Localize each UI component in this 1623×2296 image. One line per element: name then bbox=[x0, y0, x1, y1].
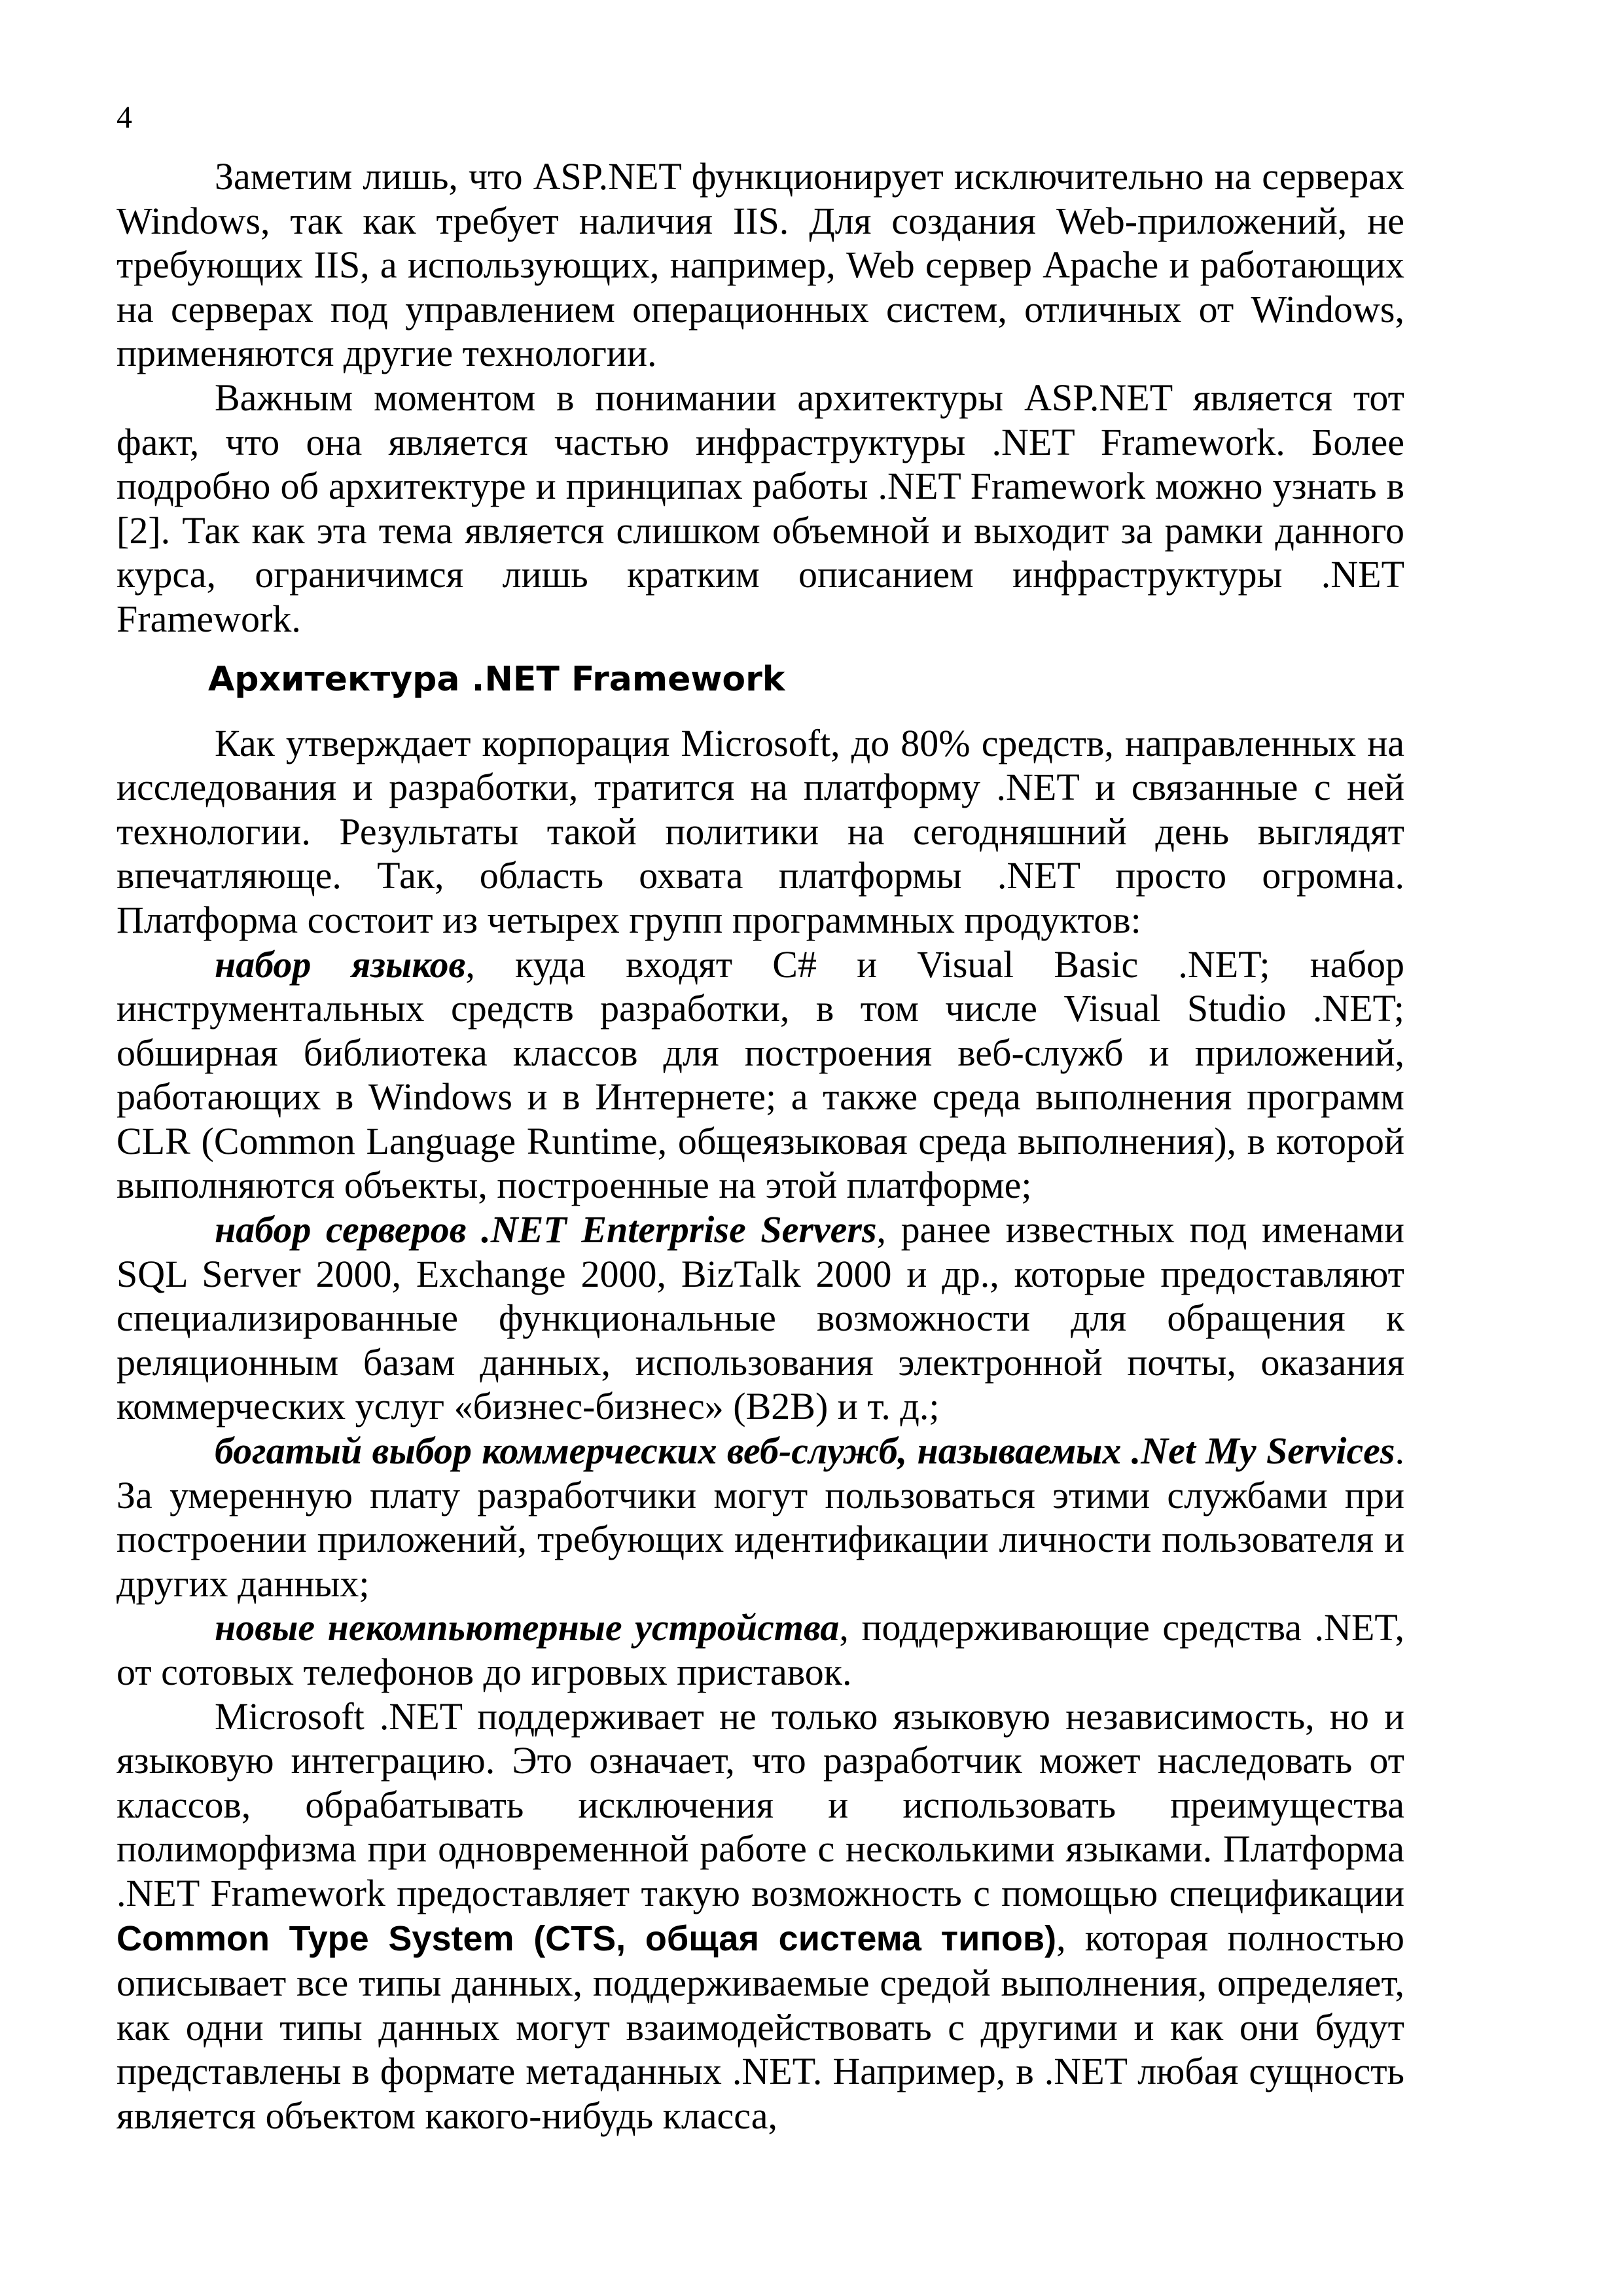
text-languages-set: , куда входят C# и Visual Basic .NET; набор инструментальных средств разработки, в том числе Visual Studio .NET; обширная библиотека классов для построения веб-служб и приложений, работающих в Windows и в Интернете; а также среда выполнения программ CLR (Common Language Runtime, общеязыковая среда выполнения), в которой выполняются объекты, построенные на этой платформе; bbox=[116, 942, 1404, 1207]
paragraph-enterprise-servers bbox=[116, 1208, 1404, 1429]
text-devices: , поддерживающие средства .NET, от сотовых телефонов до игровых приставок. bbox=[116, 1606, 1404, 1693]
paragraph-asp-net-architecture: Важным моментом в понимании архитектуры ASP.NET является тот факт, что она является частью инфраструктуры .NET Framework. Более подробно об архитектуре и принципах работы .NET Framework можно узнать в [2]. Так как эта тема является слишком объемной и выходит за рамки данного курса, ограничимся лишь кратким описанием инфраструктуры .NET Framework. bbox=[116, 376, 1404, 640]
paragraph-microsoft-investment: Как утверждает корпорация Microsoft, до 80% средств, направленных на исследования и разработки, тратится на платформу .NET и связанные с ней технологии. Результаты такой политики на сегодняшний день выглядят впечатляюще. Так, область охвата платформы .NET просто огромна. Платформа состоит из четырех групп программных продуктов: bbox=[116, 721, 1404, 941]
section-heading: Архитектура .NET Framework bbox=[208, 659, 785, 699]
text-language-integration-rest: , которая полностью описывает все типы данных, поддерживаемые средой выполнения, определяет, как одни типы данных могут взаимодействовать с другими и как они будут представлены в формате метаданных .NET. Например, в .NET любая сущность является объектом какого-нибудь класса, bbox=[116, 1916, 1404, 2137]
paragraph-languages-set bbox=[116, 942, 1404, 1208]
text-my-services: . За умеренную плату разработчики могут пользоваться этими службами при построении приложений, требующих идентификации личности пользователя и других данных; bbox=[116, 1429, 1404, 1605]
paragraph-asp-net-windows: Заметим лишь, что ASP.NET функционирует исключительно на серверах Windows, так как требует наличия IIS. Для создания Web-приложений, не требующих IIS, а использующих, например, Web сервер Apache и работающих на серверах под управлением операционных систем, отличных от Windows, применяются другие технологии. bbox=[116, 155, 1404, 375]
term-my-services: богатый выбор коммерческих веб-служб, называемых .Net My Services bbox=[215, 1429, 1395, 1473]
paragraph-my-services bbox=[116, 1429, 1404, 1605]
body-text bbox=[116, 154, 1404, 2138]
page-number: 4 bbox=[116, 100, 132, 135]
term-languages-set: набор языков bbox=[215, 942, 466, 986]
term-common-type-system: Common Type System (CTS, общая система типов) bbox=[116, 1918, 1057, 1958]
term-devices: новые некомпьютерные устройства bbox=[215, 1606, 840, 1649]
paragraph-devices bbox=[116, 1605, 1404, 1694]
term-enterprise-servers: набор серверов .NET Enterprise Servers bbox=[215, 1208, 877, 1251]
text-language-integration-start: Microsoft .NET поддерживает не только языковую независимость, но и языковую интеграцию. Это означает, что разработчик может наследовать от классов, обрабатывать исключения и использовать преимущества полиморфизма при одновременной работе с несколькими языками. Платформа .NET Framework предоставляет такую возможность с помощью спецификации bbox=[116, 1695, 1404, 1914]
paragraph-language-integration bbox=[116, 1695, 1404, 2138]
text-enterprise-servers: , ранее известных под именами SQL Server 2000, Exchange 2000, BizTalk 2000 и др., которые предоставляют специализированные функциональные возможности для обращения к реляционным базам данных, использования электронной почты, оказания коммерческих услуг «бизнес-бизнес» (B2B) и т. д.; bbox=[116, 1208, 1404, 1428]
